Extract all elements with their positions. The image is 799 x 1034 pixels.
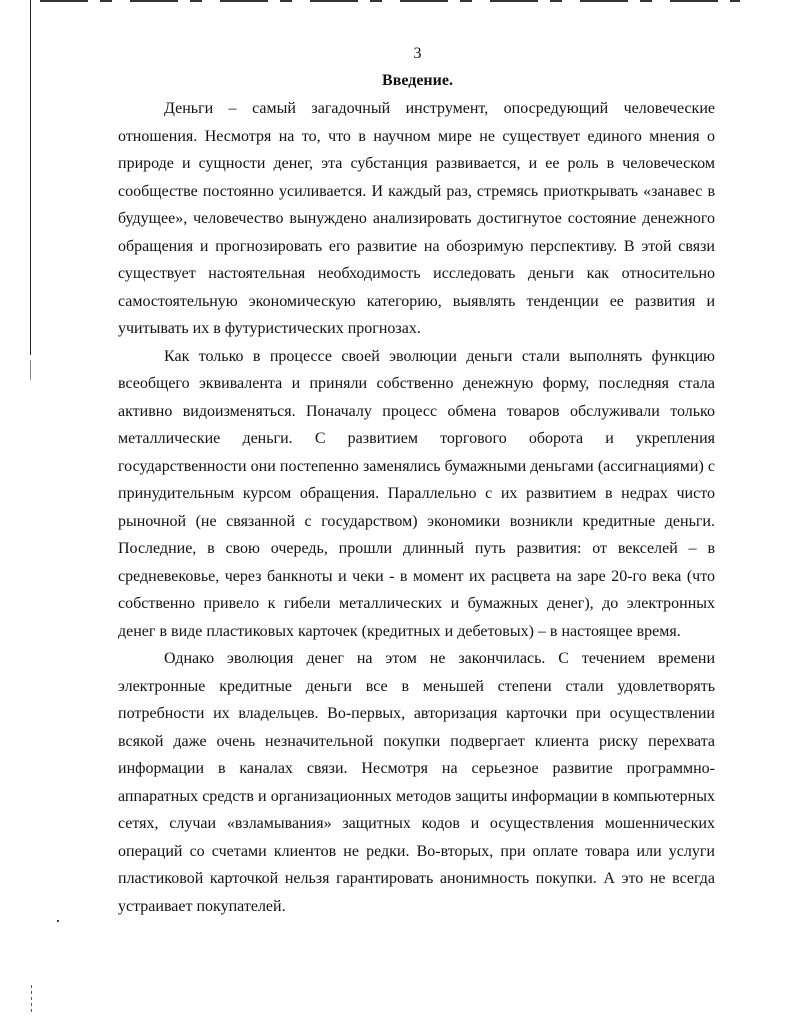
page-title: Введение.: [382, 72, 453, 89]
paragraph-2: Как только в процессе своей эволюции деньги стали выполнять функцию всеобщего эквивалента и приняли собственно денежную форму, последняя стала активно видоизменяться. Поначалу процесс обмена товаров обслуживали только металлические деньги. С развитием торгового оборота и укрепления государственности они постепенно заменялись бумажными деньгами (ассигнациями) с принудительным курсом обращения. Параллельно с их развитием в недрах чисто рыночной (не связанной с государством) экономики возникли кредитные деньги. Последние, в свою очередь, прошли длинный путь развития: от векселей – в средневековье, через банкноты и чеки - в момент их расцвета на заре 20-го века (что собственно привело к гибели металлических и бумажных денег), до электронных денег в виде пластиковых карточек (кредитных и дебетовых) – в настоящее время.: [118, 347, 715, 640]
scan-top-edge: [40, 0, 740, 2]
page-number: 3: [413, 45, 422, 62]
scan-speck: [57, 920, 59, 922]
scan-left-edge-mark: [30, 360, 31, 380]
scan-left-edge-dashes: [31, 985, 32, 1015]
paragraph-1: Деньги – самый загадочный инструмент, опосредующий человеческие отношения. Несмотря на то, что в научном мире не существует единого мнения о природе и сущности денег, эта субстанция развивается, и ее роль в человеческом сообществе постоянно усиливается. И каждый раз, стремясь приоткрывать «занавес в будущее», человечество вынуждено анализировать достигнутое состояние денежного обращения и прогнозировать его развитие на обозримую перспективу. В этой связи существует настоятельная необходимость исследовать деньги как относительно самостоятельную экономическую категорию, выявлять тенденции ее развития и учитывать их в футуристических прогнозах.: [118, 100, 715, 337]
paragraph-3: Однако эволюция денег на этом не закончилась. С течением времени электронные кредитные деньги все в меньшей степени стали удовлетворять потребности их владельцев. Во-первых, авторизация карточки при осуществлении всякой даже очень незначительной покупки подвергает клиента риску перехвата информации в каналах связи. Несмотря на серьезное развитие программно-аппаратных средств и организационных методов защиты информации в компьютерных сетях, случаи «взламывания» защитных кодов и осуществления мошеннических операций со счетами клиентов не редки. Во-вторых, при оплате товара или услуги пластиковой карточкой нельзя гарантировать анонимность покупки. А это не всегда устраивает покупателей.: [118, 650, 715, 915]
body-text: [118, 95, 715, 920]
